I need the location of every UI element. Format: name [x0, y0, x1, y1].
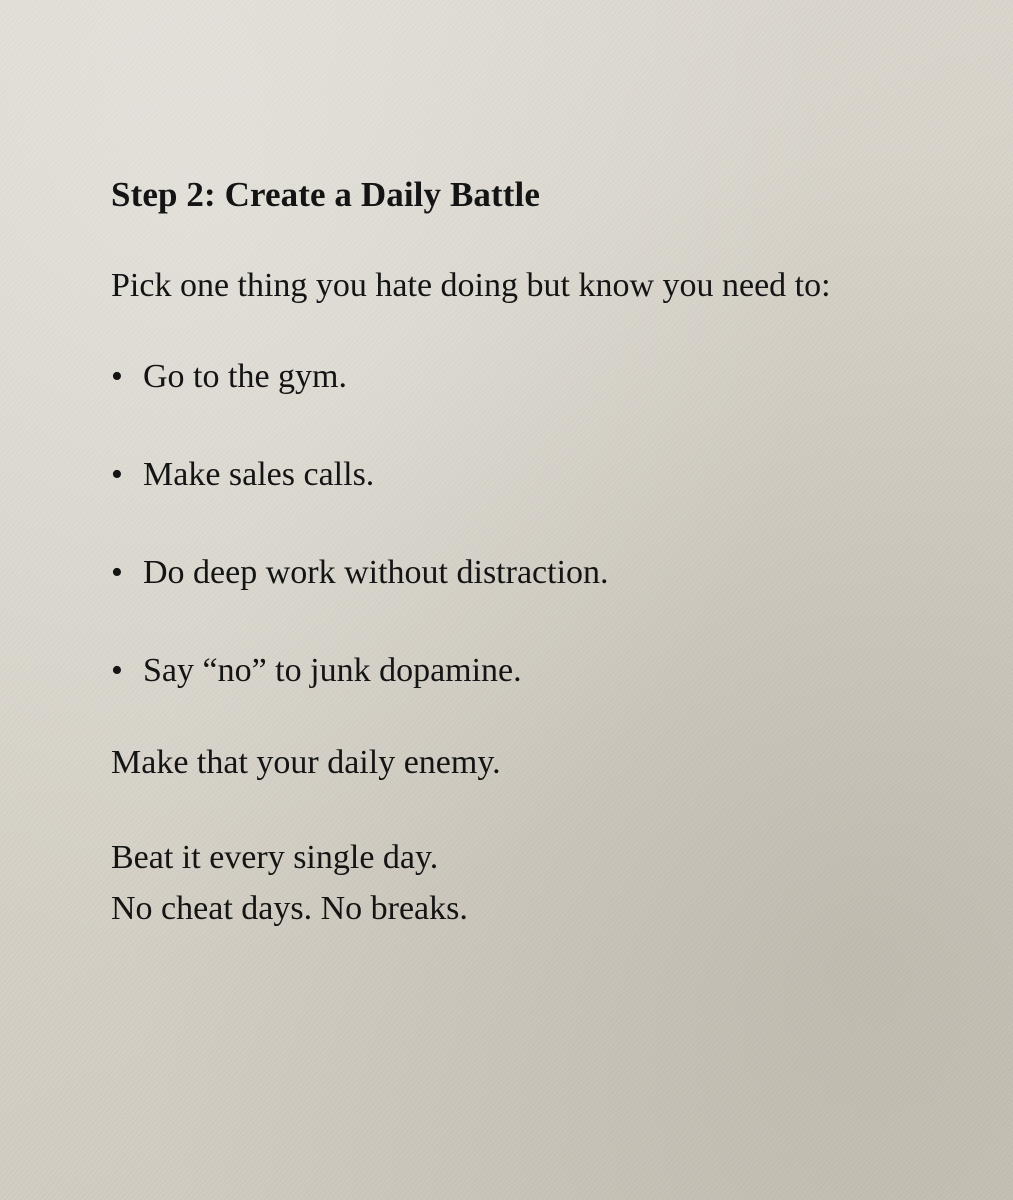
list-item-text: Go to the gym. — [143, 358, 347, 395]
bullet-icon: • — [111, 358, 123, 395]
list-item-text: Say “no” to junk dopamine. — [143, 652, 522, 689]
closing-paragraph — [111, 832, 931, 934]
bullet-icon: • — [111, 456, 123, 493]
document-body — [111, 168, 931, 934]
section-heading: Step 2: Create a Daily Battle — [111, 175, 540, 214]
closing-line-1: Beat it every single day. — [111, 839, 439, 876]
list-item-text: Make sales calls. — [143, 456, 375, 493]
bullet-icon: • — [111, 554, 123, 591]
list-item — [111, 449, 931, 500]
list-item — [111, 351, 931, 402]
bullet-list — [111, 351, 931, 696]
list-item — [111, 547, 931, 598]
list-item — [111, 645, 931, 696]
closing-line-2: No cheat days. No breaks. — [111, 890, 468, 927]
intro-paragraph: Pick one thing you hate doing but know you need to: — [111, 267, 831, 304]
bullet-icon: • — [111, 652, 123, 689]
enemy-paragraph: Make that your daily enemy. — [111, 744, 501, 781]
list-item-text: Do deep work without distraction. — [143, 554, 609, 591]
